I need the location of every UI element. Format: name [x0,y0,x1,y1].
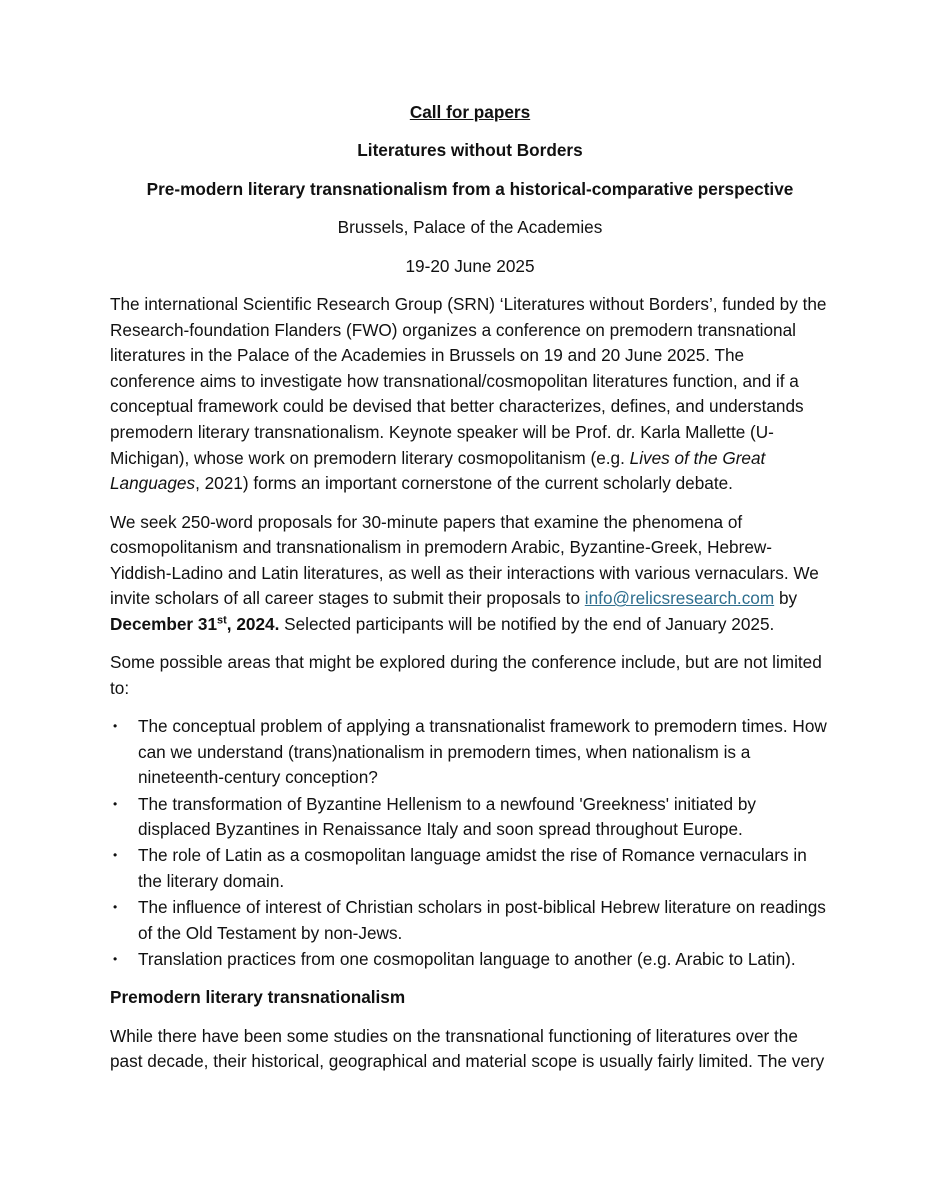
intro-paragraph [110,292,830,497]
bullet-icon: • [113,719,118,734]
list-item [110,947,830,973]
deadline-date: December 31 [110,613,218,634]
list-item-text: Translation practices from one cosmopolitan language to another (e.g. Arabic to Latin). [138,948,796,969]
bullet-icon: • [113,848,118,863]
conference-title: Literatures without Borders [357,140,583,161]
section-heading: Premodern literary transnationalism [110,987,406,1008]
proposals-text-2: Selected participants will be notified by the end of January 2025. [279,613,775,634]
bullet-icon: • [113,796,118,811]
list-item [110,714,830,791]
email-link[interactable]: info@relicsresearch.com [584,588,775,609]
deadline-year: , 2024. [226,613,280,634]
list-item-text: The role of Latin as a cosmopolitan language amidst the rise of Romance vernaculars in the literary domain. [138,845,807,891]
conference-location: Brussels, Palace of the Academies [337,217,603,238]
intro-text-2: , 2021) forms an important cornerstone of the current scholarly debate. [195,473,733,494]
section-paragraph: While there have been some studies on the transnational functioning of literatures over the past decade, their historical, geographical and material scope is usually fairly limited. The very [110,1025,825,1072]
proposals-paragraph [110,510,830,638]
list-item [110,843,830,894]
conference-subtitle: Pre-modern literary transnationalism from a historical-comparative perspective [146,178,794,199]
call-for-papers-heading: Call for papers [409,102,531,122]
list-item [110,895,830,946]
areas-list [110,714,830,972]
list-item [110,792,830,843]
list-item-text: The influence of interest of Christian scholars in post-biblical Hebrew literature on readings of the Old Testament by non-Jews. [138,897,826,943]
intro-text-1: The international Scientific Research Group (SRN) ‘Literatures without Borders’, funded by the Research-foundation Flanders (FWO) organizes a conference on premodern transnational literatures in the Palace of the Academies in Brussels on 19 and 20 June 2025. The conference aims to investigate how transnational/cosmopolitan literatures function, and if a conceptual framework could be devised that better characterizes, defines, and understands premodern literary transnationalism. Keynote speaker will be Prof. dr. Karla Mallette (U-Michigan), whose work on premodern literary cosmopolitanism (e.g. [110,293,827,468]
proposals-text-1: We seek 250-word proposals for 30-minute papers that examine the phenomena of cosmopolitanism and transnationalism in premodern Arabic, Byzantine-Greek, Hebrew-Yiddish-Ladino and Latin literatures, as well as their interactions with various vernaculars. We invite scholars of all career stages to submit their proposals to [110,511,819,609]
bullet-icon: • [113,951,118,966]
conference-dates: 19-20 June 2025 [405,255,535,276]
areas-intro: Some possible areas that might be explored during the conference include, but are not limited to: [110,652,822,698]
book-title: Lives of the Great Languages [110,447,766,494]
bullet-icon: • [113,900,118,915]
list-item-text: The transformation of Byzantine Hellenism to a newfound 'Greekness' initiated by displaced Byzantines in Renaissance Italy and soon spread throughout Europe. [138,793,756,840]
proposals-by: by [774,588,798,609]
list-item-text: The conceptual problem of applying a transnationalist framework to premodern times. How can we understand (trans)nationalism in premodern times, when nationalism is a nineteenth-century conception? [138,716,827,788]
deadline-ordinal: st [217,614,227,627]
document-page [110,100,830,1088]
deadline [110,614,279,634]
